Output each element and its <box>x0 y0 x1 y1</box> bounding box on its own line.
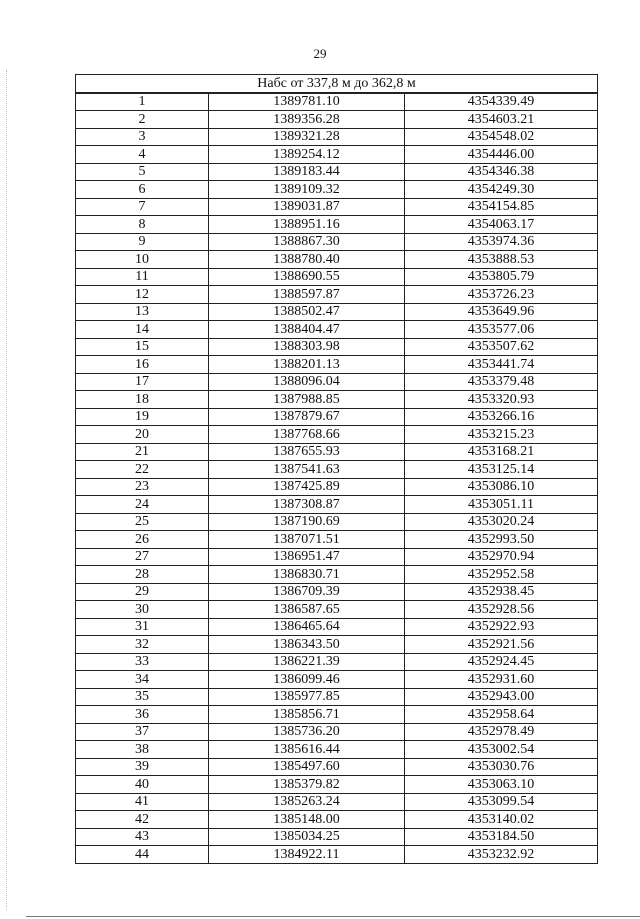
x-coordinate-cell: 1389183.44 <box>209 163 405 181</box>
point-number-cell: 5 <box>76 163 209 181</box>
x-coordinate-cell: 1385856.71 <box>209 706 405 724</box>
point-number-cell: 16 <box>76 356 209 374</box>
point-number-cell: 39 <box>76 758 209 776</box>
y-coordinate-cell: 4353051.11 <box>405 496 598 514</box>
x-coordinate-cell: 1385497.60 <box>209 758 405 776</box>
x-coordinate-cell: 1387541.63 <box>209 461 405 479</box>
table-row <box>76 461 598 479</box>
y-coordinate-cell: 4353232.92 <box>405 846 598 864</box>
x-coordinate-cell: 1386221.39 <box>209 653 405 671</box>
x-coordinate-cell: 1389356.28 <box>209 111 405 129</box>
x-coordinate-cell: 1387071.51 <box>209 531 405 549</box>
table-row <box>76 181 598 199</box>
table-row <box>76 583 598 601</box>
y-coordinate-cell: 4352970.94 <box>405 548 598 566</box>
point-number-cell: 13 <box>76 303 209 321</box>
y-coordinate-cell: 4353140.02 <box>405 811 598 829</box>
point-number-cell: 43 <box>76 828 209 846</box>
x-coordinate-cell: 1386343.50 <box>209 636 405 654</box>
table-row <box>76 706 598 724</box>
point-number-cell: 38 <box>76 741 209 759</box>
y-coordinate-cell: 4353184.50 <box>405 828 598 846</box>
y-coordinate-cell: 4353726.23 <box>405 286 598 304</box>
x-coordinate-cell: 1385379.82 <box>209 776 405 794</box>
table-row <box>76 846 598 864</box>
table-row <box>76 338 598 356</box>
y-coordinate-cell: 4353805.79 <box>405 268 598 286</box>
table-row <box>76 321 598 339</box>
table-row <box>76 303 598 321</box>
table-row <box>76 636 598 654</box>
coordinates-table <box>75 74 598 864</box>
x-coordinate-cell: 1388096.04 <box>209 373 405 391</box>
table-row <box>76 251 598 269</box>
point-number-cell: 31 <box>76 618 209 636</box>
y-coordinate-cell: 4353974.36 <box>405 233 598 251</box>
y-coordinate-cell: 4354154.85 <box>405 198 598 216</box>
table-row <box>76 233 598 251</box>
table-row <box>76 601 598 619</box>
point-number-cell: 4 <box>76 146 209 164</box>
y-coordinate-cell: 4352978.49 <box>405 723 598 741</box>
point-number-cell: 44 <box>76 846 209 864</box>
x-coordinate-cell: 1388780.40 <box>209 251 405 269</box>
y-coordinate-cell: 4353266.16 <box>405 408 598 426</box>
table-row <box>76 793 598 811</box>
x-coordinate-cell: 1386830.71 <box>209 566 405 584</box>
page-number: 29 <box>313 46 327 61</box>
y-coordinate-cell: 4354249.30 <box>405 181 598 199</box>
y-coordinate-cell: 4353168.21 <box>405 443 598 461</box>
point-number-cell: 27 <box>76 548 209 566</box>
x-coordinate-cell: 1388303.98 <box>209 338 405 356</box>
table-row <box>76 356 598 374</box>
table-row <box>76 163 598 181</box>
y-coordinate-cell: 4353020.24 <box>405 513 598 531</box>
y-coordinate-cell: 4353441.74 <box>405 356 598 374</box>
table-title: Набс от 337,8 м до 362,8 м <box>76 75 598 93</box>
x-coordinate-cell: 1389031.87 <box>209 198 405 216</box>
y-coordinate-cell: 4352924.45 <box>405 653 598 671</box>
point-number-cell: 37 <box>76 723 209 741</box>
y-coordinate-cell: 4352938.45 <box>405 583 598 601</box>
point-number-cell: 35 <box>76 688 209 706</box>
point-number-cell: 6 <box>76 181 209 199</box>
table-row <box>76 408 598 426</box>
table-row <box>76 373 598 391</box>
y-coordinate-cell: 4352943.00 <box>405 688 598 706</box>
y-coordinate-cell: 4352958.64 <box>405 706 598 724</box>
table-row <box>76 548 598 566</box>
point-number-cell: 2 <box>76 111 209 129</box>
table-row <box>76 741 598 759</box>
table-row <box>76 111 598 129</box>
x-coordinate-cell: 1387190.69 <box>209 513 405 531</box>
x-coordinate-cell: 1388201.13 <box>209 356 405 374</box>
x-coordinate-cell: 1387988.85 <box>209 391 405 409</box>
x-coordinate-cell: 1389781.10 <box>209 93 405 111</box>
table-row <box>76 216 598 234</box>
point-number-cell: 34 <box>76 671 209 689</box>
point-number-cell: 15 <box>76 338 209 356</box>
table-row <box>76 653 598 671</box>
point-number-cell: 40 <box>76 776 209 794</box>
x-coordinate-cell: 1385736.20 <box>209 723 405 741</box>
x-coordinate-cell: 1386465.64 <box>209 618 405 636</box>
table-row <box>76 443 598 461</box>
y-coordinate-cell: 4353379.48 <box>405 373 598 391</box>
table-row <box>76 496 598 514</box>
y-coordinate-cell: 4353215.23 <box>405 426 598 444</box>
point-number-cell: 33 <box>76 653 209 671</box>
x-coordinate-cell: 1385977.85 <box>209 688 405 706</box>
y-coordinate-cell: 4353125.14 <box>405 461 598 479</box>
point-number-cell: 1 <box>76 93 209 111</box>
x-coordinate-cell: 1385148.00 <box>209 811 405 829</box>
table-row <box>76 688 598 706</box>
point-number-cell: 7 <box>76 198 209 216</box>
y-coordinate-cell: 4353030.76 <box>405 758 598 776</box>
table-row <box>76 566 598 584</box>
x-coordinate-cell: 1388597.87 <box>209 286 405 304</box>
y-coordinate-cell: 4353888.53 <box>405 251 598 269</box>
y-coordinate-cell: 4353507.62 <box>405 338 598 356</box>
y-coordinate-cell: 4353649.96 <box>405 303 598 321</box>
x-coordinate-cell: 1387655.93 <box>209 443 405 461</box>
point-number-cell: 42 <box>76 811 209 829</box>
table-body <box>76 93 598 864</box>
table-row <box>76 426 598 444</box>
table-row <box>76 146 598 164</box>
table-row <box>76 268 598 286</box>
point-number-cell: 14 <box>76 321 209 339</box>
point-number-cell: 28 <box>76 566 209 584</box>
y-coordinate-cell: 4354548.02 <box>405 128 598 146</box>
x-coordinate-cell: 1385263.24 <box>209 793 405 811</box>
x-coordinate-cell: 1385616.44 <box>209 741 405 759</box>
point-number-cell: 3 <box>76 128 209 146</box>
y-coordinate-cell: 4352928.56 <box>405 601 598 619</box>
point-number-cell: 30 <box>76 601 209 619</box>
x-coordinate-cell: 1388502.47 <box>209 303 405 321</box>
point-number-cell: 19 <box>76 408 209 426</box>
point-number-cell: 22 <box>76 461 209 479</box>
y-coordinate-cell: 4353577.06 <box>405 321 598 339</box>
point-number-cell: 21 <box>76 443 209 461</box>
table-row <box>76 828 598 846</box>
x-coordinate-cell: 1387425.89 <box>209 478 405 496</box>
y-coordinate-cell: 4352993.50 <box>405 531 598 549</box>
point-number-cell: 29 <box>76 583 209 601</box>
x-coordinate-cell: 1387768.66 <box>209 426 405 444</box>
x-coordinate-cell: 1386709.39 <box>209 583 405 601</box>
x-coordinate-cell: 1386099.46 <box>209 671 405 689</box>
y-coordinate-cell: 4352921.56 <box>405 636 598 654</box>
x-coordinate-cell: 1388951.16 <box>209 216 405 234</box>
table-row <box>76 776 598 794</box>
point-number-cell: 10 <box>76 251 209 269</box>
y-coordinate-cell: 4354339.49 <box>405 93 598 111</box>
table-row <box>76 618 598 636</box>
y-coordinate-cell: 4352952.58 <box>405 566 598 584</box>
x-coordinate-cell: 1385034.25 <box>209 828 405 846</box>
x-coordinate-cell: 1389254.12 <box>209 146 405 164</box>
point-number-cell: 8 <box>76 216 209 234</box>
x-coordinate-cell: 1387308.87 <box>209 496 405 514</box>
point-number-cell: 32 <box>76 636 209 654</box>
y-coordinate-cell: 4354346.38 <box>405 163 598 181</box>
x-coordinate-cell: 1388690.55 <box>209 268 405 286</box>
point-number-cell: 17 <box>76 373 209 391</box>
point-number-cell: 41 <box>76 793 209 811</box>
page-bottom-rule <box>26 916 640 917</box>
y-coordinate-cell: 4353002.54 <box>405 741 598 759</box>
table-row <box>76 531 598 549</box>
table-row <box>76 286 598 304</box>
y-coordinate-cell: 4353099.54 <box>405 793 598 811</box>
point-number-cell: 26 <box>76 531 209 549</box>
table-row <box>76 723 598 741</box>
point-number-cell: 25 <box>76 513 209 531</box>
x-coordinate-cell: 1388404.47 <box>209 321 405 339</box>
table-row <box>76 811 598 829</box>
point-number-cell: 9 <box>76 233 209 251</box>
table-row <box>76 758 598 776</box>
scan-margin-line <box>6 70 7 910</box>
x-coordinate-cell: 1387879.67 <box>209 408 405 426</box>
table-row <box>76 671 598 689</box>
point-number-cell: 12 <box>76 286 209 304</box>
y-coordinate-cell: 4352922.93 <box>405 618 598 636</box>
table-row <box>76 93 598 111</box>
x-coordinate-cell: 1386951.47 <box>209 548 405 566</box>
y-coordinate-cell: 4353086.10 <box>405 478 598 496</box>
point-number-cell: 36 <box>76 706 209 724</box>
y-coordinate-cell: 4352931.60 <box>405 671 598 689</box>
point-number-cell: 20 <box>76 426 209 444</box>
x-coordinate-cell: 1388867.30 <box>209 233 405 251</box>
table-row <box>76 478 598 496</box>
point-number-cell: 11 <box>76 268 209 286</box>
table-row <box>76 391 598 409</box>
table-row <box>76 198 598 216</box>
y-coordinate-cell: 4354446.00 <box>405 146 598 164</box>
x-coordinate-cell: 1389109.32 <box>209 181 405 199</box>
point-number-cell: 24 <box>76 496 209 514</box>
y-coordinate-cell: 4353063.10 <box>405 776 598 794</box>
y-coordinate-cell: 4353320.93 <box>405 391 598 409</box>
point-number-cell: 23 <box>76 478 209 496</box>
x-coordinate-cell: 1386587.65 <box>209 601 405 619</box>
table-row <box>76 128 598 146</box>
x-coordinate-cell: 1384922.11 <box>209 846 405 864</box>
x-coordinate-cell: 1389321.28 <box>209 128 405 146</box>
table-row <box>76 513 598 531</box>
point-number-cell: 18 <box>76 391 209 409</box>
table-header-row <box>76 75 598 93</box>
y-coordinate-cell: 4354063.17 <box>405 216 598 234</box>
y-coordinate-cell: 4354603.21 <box>405 111 598 129</box>
